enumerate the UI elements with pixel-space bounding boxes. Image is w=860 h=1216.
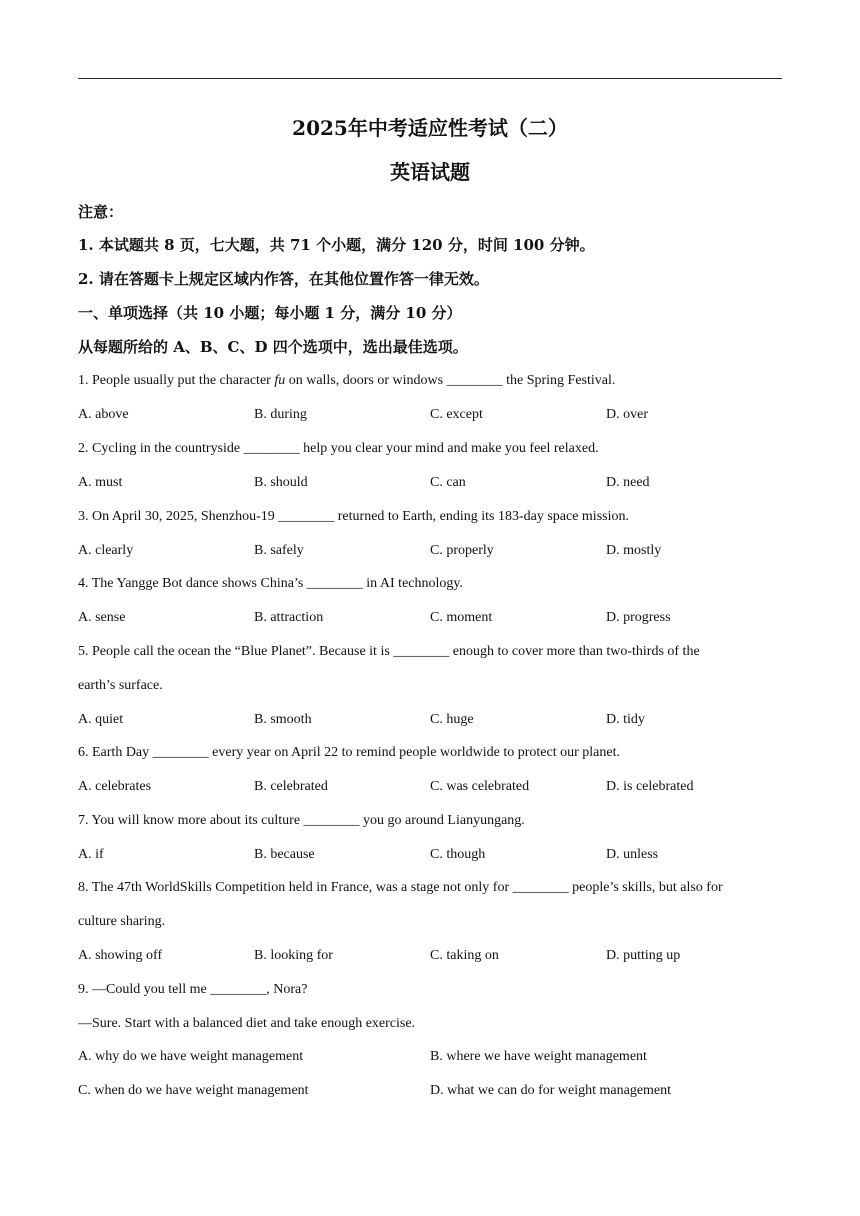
question-5-line-2: earth’s surface. xyxy=(78,678,163,693)
option-b: B. safely xyxy=(254,543,304,558)
question-8-options xyxy=(78,947,782,965)
option-a: A. above xyxy=(78,407,129,422)
option-b: B. attraction xyxy=(254,610,324,625)
option-d: D. need xyxy=(606,475,650,490)
question-2-options xyxy=(78,474,782,492)
option-c: C. except xyxy=(430,407,483,422)
option-a: A. sense xyxy=(78,610,126,625)
option-b: B. during xyxy=(254,407,307,422)
question-4: 4. The Yangge Bot dance shows China’s ________ in AI technology. xyxy=(78,576,463,591)
option-c: C. moment xyxy=(430,610,493,625)
question-9-line-1: 9. —Could you tell me ________, Nora? xyxy=(78,982,308,997)
question-1-pre: 1. People usually put the character xyxy=(78,373,275,388)
notice-item-1: 1. 本试题共 8 页，七大题，共 71 个小题，满分 120 分，时间 100 分钟。 xyxy=(78,236,595,254)
section-instruction: 从每题所给的 A、B、C、D 四个选项中，选出最佳选项。 xyxy=(78,338,468,356)
question-9-options-row-2 xyxy=(78,1082,782,1100)
option-b: B. looking for xyxy=(254,948,333,963)
option-d: D. tidy xyxy=(606,712,645,727)
question-9-line-2: —Sure. Start with a balanced diet and take enough exercise. xyxy=(78,1016,416,1031)
question-8-line-1: 8. The 47th WorldSkills Competition held in France, was a stage not only for ________ people’s skills, but also for xyxy=(78,880,723,895)
option-c: C. when do we have weight management xyxy=(78,1083,309,1098)
option-d: D. putting up xyxy=(606,948,681,963)
option-c: C. huge xyxy=(430,712,474,727)
header-rule xyxy=(78,78,782,79)
question-1-italic: fu xyxy=(274,373,286,388)
question-8-line-2: culture sharing. xyxy=(78,914,166,929)
option-d: D. progress xyxy=(606,610,671,625)
option-a: A. if xyxy=(78,847,104,862)
option-a: A. must xyxy=(78,475,123,490)
question-5-line-1: 5. People call the ocean the “Blue Planet”. Because it is ________ enough to cover more than two-thirds of the xyxy=(78,644,700,659)
question-6-options xyxy=(78,778,782,796)
notice-item-2: 2. 请在答题卡上规定区域内作答，在其他位置作答一律无效。 xyxy=(78,270,489,288)
option-d: D. unless xyxy=(606,847,659,862)
option-c: C. though xyxy=(430,847,486,862)
question-3: 3. On April 30, 2025, Shenzhou-19 ________ returned to Earth, ending its 183-day space mission. xyxy=(78,509,629,524)
option-d: D. is celebrated xyxy=(606,779,694,794)
option-a: A. clearly xyxy=(78,543,134,558)
option-b: B. celebrated xyxy=(254,779,328,794)
option-c: C. properly xyxy=(430,543,494,558)
option-d: D. mostly xyxy=(606,543,662,558)
question-2: 2. Cycling in the countryside ________ help you clear your mind and make you feel relaxed. xyxy=(78,441,599,456)
question-1 xyxy=(78,372,782,390)
question-4-options xyxy=(78,609,782,627)
option-b: B. where we have weight management xyxy=(430,1049,647,1064)
question-1-post: on walls, doors or windows ________ the Spring Festival. xyxy=(285,373,616,388)
question-9-options-row-1 xyxy=(78,1048,782,1066)
option-a: A. why do we have weight management xyxy=(78,1049,304,1064)
option-a: A. quiet xyxy=(78,712,124,727)
question-7: 7. You will know more about its culture ________ you go around Lianyungang. xyxy=(78,813,525,828)
option-a: A. showing off xyxy=(78,948,163,963)
option-c: C. taking on xyxy=(430,948,499,963)
exam-title: 2025年中考适应性考试（二） xyxy=(292,116,568,140)
exam-subtitle: 英语试题 xyxy=(390,160,470,184)
option-b: B. smooth xyxy=(254,712,312,727)
question-3-options xyxy=(78,542,782,560)
notice-heading: 注意： xyxy=(78,203,124,221)
question-6: 6. Earth Day ________ every year on April 22 to remind people worldwide to protect our planet. xyxy=(78,745,620,760)
option-d: D. over xyxy=(606,407,648,422)
section-title: 一、单项选择（共 10 小题；每小题 1 分，满分 10 分） xyxy=(78,304,462,322)
question-7-options xyxy=(78,846,782,864)
option-b: B. should xyxy=(254,475,308,490)
option-b: B. because xyxy=(254,847,315,862)
question-1-options xyxy=(78,406,782,424)
option-c: C. was celebrated xyxy=(430,779,530,794)
question-5-options xyxy=(78,711,782,729)
option-a: A. celebrates xyxy=(78,779,152,794)
option-d: D. what we can do for weight management xyxy=(430,1083,672,1098)
option-c: C. can xyxy=(430,475,466,490)
